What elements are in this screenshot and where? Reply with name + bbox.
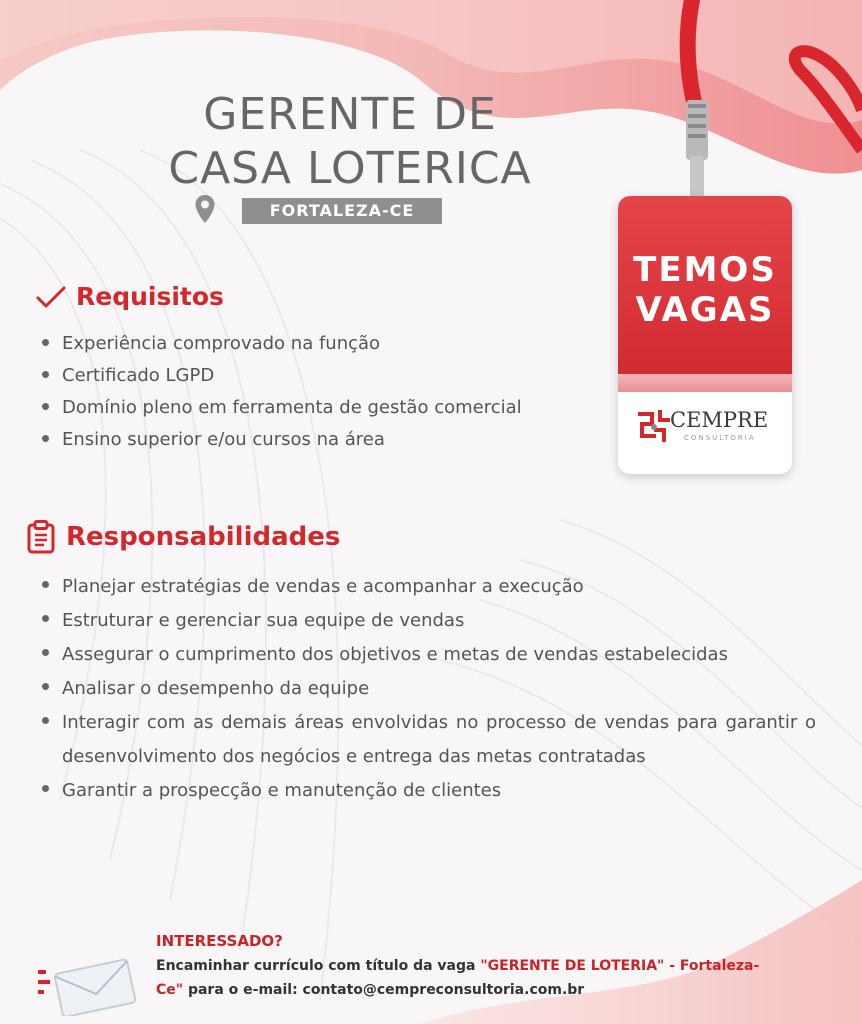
requisitos-heading xyxy=(36,282,224,311)
list-item: Interagir com as demais áreas envolvidas no processo de vendas para garantir o desenvolvimento dos negócios e entrega das metas contratadas xyxy=(36,706,816,774)
location-badge: FORTALEZA-CE xyxy=(242,198,442,224)
badge-headline xyxy=(618,250,792,330)
cempre-brand-subtitle: CONSULTORIA xyxy=(684,434,756,442)
footer-text-before: Encaminhar currículo com título da vaga xyxy=(156,958,481,974)
footer-instructions xyxy=(156,954,786,1002)
badge-line-1: TEMOS xyxy=(633,250,777,290)
list-item: Planejar estratégias de vendas e acompanhar a execução xyxy=(36,570,816,604)
list-item: Analisar o desempenho da equipe xyxy=(36,672,816,706)
list-item: Domínio pleno em ferramenta de gestão comercial xyxy=(36,392,596,424)
requisitos-list xyxy=(36,328,596,456)
map-pin-icon xyxy=(194,194,216,224)
responsabilidades-list xyxy=(36,570,816,808)
list-item: Experiência comprovado na função xyxy=(36,328,596,360)
requisitos-heading-text: Requisitos xyxy=(76,282,224,311)
temos-vagas-badge xyxy=(618,196,792,474)
badge-line-2: VAGAS xyxy=(635,290,775,330)
clipboard-icon xyxy=(26,520,56,554)
job-title xyxy=(150,88,550,196)
list-item: Certificado LGPD xyxy=(36,360,596,392)
cempre-brand-name: CEMPRE xyxy=(670,408,769,432)
list-item: Garantir a prospecção e manutenção de clientes xyxy=(36,774,816,808)
responsabilidades-heading-text: Responsabilidades xyxy=(66,522,341,552)
envelope-icon xyxy=(36,956,136,1016)
footer-text-highlight: "GERENTE DE LOTERIA" - Fortaleza-Ce" xyxy=(156,958,760,998)
job-title-line-1: GERENTE DE xyxy=(203,89,497,140)
job-title-line-2: CASA LOTERICA xyxy=(168,143,532,194)
footer-text-after: para o e-mail: contato@cempreconsultoria.com.br xyxy=(183,982,585,998)
badge-band xyxy=(618,374,792,392)
list-item: Estruturar e gerenciar sua equipe de vendas xyxy=(36,604,816,638)
list-item: Ensino superior e/ou cursos na área xyxy=(36,424,596,456)
footer-title: INTERESSADO? xyxy=(156,932,283,950)
checkmark-icon xyxy=(36,286,66,308)
list-item: Assegurar o cumprimento dos objetivos e metas de vendas estabelecidas xyxy=(36,638,816,672)
responsabilidades-heading xyxy=(26,520,340,554)
